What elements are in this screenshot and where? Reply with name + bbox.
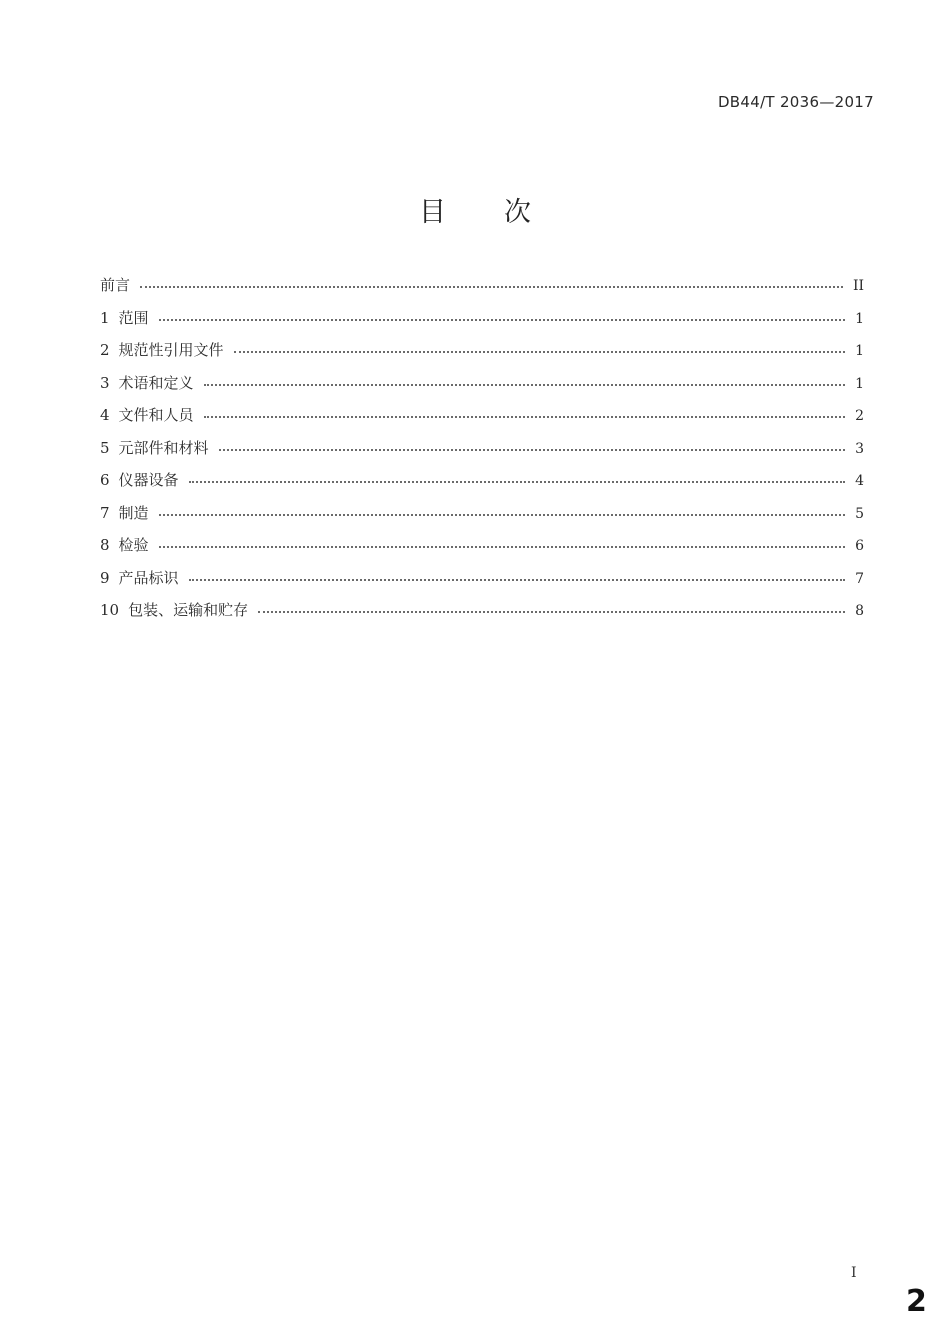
toc-title: 目次 <box>419 197 589 228</box>
toc-leader-dots <box>258 610 845 613</box>
toc-leader-dots <box>159 545 846 548</box>
toc-entry-label: 术语和定义 <box>118 373 194 392</box>
toc-entry-number: 8 <box>100 536 110 554</box>
toc-entry-label: 产品标识 <box>118 568 179 587</box>
toc-entry-number: 7 <box>100 503 110 522</box>
toc-entry-label: 文件和人员 <box>118 406 194 424</box>
toc-entry-page: 4 <box>855 473 864 489</box>
toc-entry-label: 制造 <box>118 503 149 522</box>
toc-entry-label: 前言 <box>100 276 131 294</box>
toc-entry-number: 5 <box>100 438 110 457</box>
toc-entry-foreword[interactable] <box>100 274 864 307</box>
toc-entry-page: 1 <box>855 343 864 359</box>
table-of-contents <box>100 274 864 632</box>
toc-entry-number: 10 <box>100 601 120 619</box>
toc-entry-label: 规范性引用文件 <box>118 341 224 359</box>
toc-entry-documents-personnel[interactable] <box>100 404 864 437</box>
toc-entry-number: 9 <box>100 568 110 587</box>
toc-entry-label: 范围 <box>118 308 149 327</box>
toc-leader-dots <box>234 350 846 353</box>
toc-entry-normative-references[interactable] <box>100 339 864 372</box>
toc-leader-dots <box>204 415 846 418</box>
document-code: DB44/T 2036—2017 <box>717 93 874 111</box>
toc-entry-page: 1 <box>855 310 864 327</box>
toc-entry-product-marking[interactable] <box>100 567 864 600</box>
toc-entry-page: 2 <box>855 408 864 424</box>
toc-leader-dots <box>159 513 846 516</box>
toc-entry-components-materials[interactable] <box>100 437 864 470</box>
toc-leader-dots <box>189 578 846 581</box>
toc-entry-label: 元部件和材料 <box>118 438 209 457</box>
toc-entry-page: 5 <box>855 505 864 522</box>
toc-entry-packaging-transport-storage[interactable] <box>100 599 864 632</box>
toc-entry-label: 检验 <box>118 536 149 554</box>
toc-entry-manufacturing[interactable] <box>100 502 864 535</box>
toc-entry-label: 仪器设备 <box>118 471 179 489</box>
toc-entry-number: 3 <box>100 373 110 392</box>
toc-entry-instruments-equipment[interactable] <box>100 469 864 502</box>
corner-page-number: 2 <box>906 1284 927 1319</box>
toc-entry-page: II <box>852 278 864 294</box>
toc-entry-page: 6 <box>855 538 864 554</box>
toc-leader-dots <box>140 285 843 288</box>
toc-entry-terms-definitions[interactable] <box>100 372 864 405</box>
toc-entry-number: 1 <box>100 308 110 327</box>
toc-entry-page: 3 <box>855 440 864 457</box>
toc-entry-number: 6 <box>100 471 110 489</box>
toc-leader-dots <box>159 318 846 321</box>
toc-entry-number: 2 <box>100 341 110 359</box>
toc-entry-inspection[interactable] <box>100 534 864 567</box>
toc-entry-page: 1 <box>855 375 864 392</box>
toc-entry-number: 4 <box>100 406 110 424</box>
toc-leader-dots <box>219 448 846 451</box>
toc-entry-page: 8 <box>855 603 864 619</box>
toc-entry-label: 包装、运输和贮存 <box>128 601 249 619</box>
toc-entry-page: 7 <box>855 570 864 587</box>
page-number-roman: I <box>851 1265 857 1281</box>
toc-leader-dots <box>204 383 846 386</box>
toc-entry-scope[interactable] <box>100 307 864 340</box>
toc-leader-dots <box>189 480 846 483</box>
